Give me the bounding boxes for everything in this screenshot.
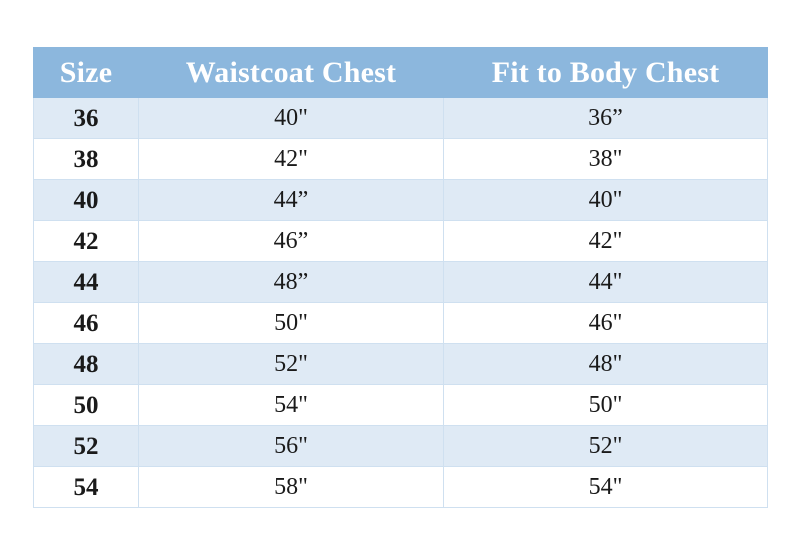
cell-size: 40 — [34, 180, 139, 221]
cell-fit-to-body-chest: 48" — [444, 344, 768, 385]
cell-size: 54 — [34, 467, 139, 508]
cell-waistcoat-chest: 48” — [139, 262, 444, 303]
cell-waistcoat-chest: 42" — [139, 139, 444, 180]
cell-fit-to-body-chest: 44" — [444, 262, 768, 303]
table-row — [34, 139, 768, 180]
table-row — [34, 385, 768, 426]
column-header-size: Size — [34, 48, 139, 98]
cell-fit-to-body-chest: 36” — [444, 98, 768, 139]
cell-fit-to-body-chest: 54" — [444, 467, 768, 508]
cell-fit-to-body-chest: 42" — [444, 221, 768, 262]
table-row — [34, 467, 768, 508]
table-row — [34, 221, 768, 262]
cell-size: 44 — [34, 262, 139, 303]
cell-fit-to-body-chest: 38" — [444, 139, 768, 180]
cell-size: 38 — [34, 139, 139, 180]
cell-waistcoat-chest: 58" — [139, 467, 444, 508]
table-row — [34, 98, 768, 139]
cell-waistcoat-chest: 40" — [139, 98, 444, 139]
table-row — [34, 426, 768, 467]
cell-waistcoat-chest: 44” — [139, 180, 444, 221]
table-row — [34, 344, 768, 385]
cell-waistcoat-chest: 46” — [139, 221, 444, 262]
table-header — [34, 48, 768, 98]
cell-fit-to-body-chest: 50" — [444, 385, 768, 426]
table-row — [34, 303, 768, 344]
size-chart-table — [33, 47, 768, 508]
cell-waistcoat-chest: 52" — [139, 344, 444, 385]
cell-size: 46 — [34, 303, 139, 344]
column-header-waistcoat-chest: Waistcoat Chest — [139, 48, 444, 98]
cell-size: 48 — [34, 344, 139, 385]
column-header-fit-to-body-chest: Fit to Body Chest — [444, 48, 768, 98]
size-chart-container — [33, 47, 767, 508]
cell-fit-to-body-chest: 52" — [444, 426, 768, 467]
cell-waistcoat-chest: 56" — [139, 426, 444, 467]
cell-fit-to-body-chest: 46" — [444, 303, 768, 344]
cell-size: 42 — [34, 221, 139, 262]
table-row — [34, 180, 768, 221]
header-row — [34, 48, 768, 98]
cell-waistcoat-chest: 54" — [139, 385, 444, 426]
cell-size: 50 — [34, 385, 139, 426]
cell-size: 52 — [34, 426, 139, 467]
table-row — [34, 262, 768, 303]
cell-fit-to-body-chest: 40" — [444, 180, 768, 221]
table-body — [34, 98, 768, 508]
cell-size: 36 — [34, 98, 139, 139]
cell-waistcoat-chest: 50" — [139, 303, 444, 344]
